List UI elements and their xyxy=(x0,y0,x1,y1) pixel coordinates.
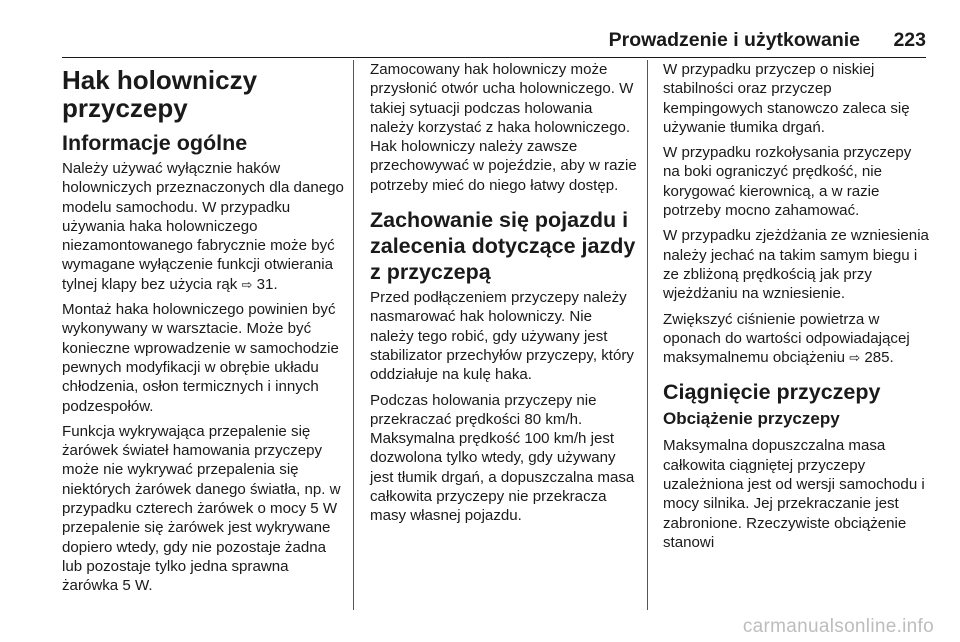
subsection-title: Obciążenie przyczepy xyxy=(663,409,840,429)
page-number: 223 xyxy=(893,29,926,51)
column-3 xyxy=(663,60,931,558)
column-2 xyxy=(370,60,638,532)
paragraph: Przed podłączeniem przyczepy należy nasmarować hak holowniczy. Nie należy tego robić, gdy używany jest stabilizator przechyłów przyczepy, który oddziałuje na kulę haka. xyxy=(370,289,634,384)
section-title: Ciągnięcie przyczepy xyxy=(663,380,881,405)
watermark: carmanualsonline.info xyxy=(742,616,934,637)
paragraph: W przypadku przyczep o niskiej stabilności oraz przyczep kempingowych stanowczo zaleca się używanie tłumika drgań. xyxy=(663,61,910,136)
paragraph: Maksymalna dopuszczalna masa całkowita ciągniętej przyczepy uzależniona jest od wersji samochodu i mocy silnika. Jej przekraczanie jest zabronione. Rzeczywiste obciążenie stanowi xyxy=(663,437,925,551)
column-1 xyxy=(62,60,344,602)
column-divider xyxy=(647,60,648,610)
paragraph: Zamocowany hak holowniczy może przysłonić otwór ucha holowniczego. W takiej sytuacji podczas holowania należy korzystać z haka holowniczego. Hak holowniczy należy zawsze przechowywać w pojeździe, aby w razie potrzeby mieć do niego łatwy dostęp. xyxy=(370,61,637,194)
page-ref-link[interactable]: 285. xyxy=(864,349,894,367)
subsection-title: Zachowanie się pojazdu i zalecenia dotyczące jazdy z przyczepą xyxy=(370,208,636,285)
paragraph: Podczas holowania przyczepy nie przekraczać prędkości 80 km/h. Maksymalna prędkość 100 km/h jest dozwolona tylko wtedy, gdy używany jest tłumik drgań, a dopuszczalna masa całkowita przyczepy nie przekracza masy własnej pojazdu. xyxy=(370,391,635,525)
paragraph: Montaż haka holowniczego powinien być wykonywany w warsztacie. Może być konieczne wprowadzenie w samochodzie pewnych modyfikacji w obrębie układu chłodzenia, osłon termicznych i innych podzespołów. xyxy=(62,301,339,415)
column-divider xyxy=(353,60,354,610)
header-title: Prowadzenie i użytkowanie xyxy=(608,29,860,51)
paragraph: W przypadku zjeżdżania ze wzniesienia należy jechać na takim samym biegu i ze zbliżoną prędkością jak przy wjeżdżaniu na wzniesienie. xyxy=(663,227,929,303)
page-ref-link[interactable]: 31. xyxy=(256,275,278,293)
paragraph: W przypadku rozkołysania przyczepy na boki ograniczyć prędkość, nie korygować kierownicą, a w razie potrzeby mocno zahamować. xyxy=(663,144,912,220)
section-title: Hak holowniczy przyczepy xyxy=(62,65,258,123)
page-header xyxy=(62,27,926,58)
page-ref-icon: ⇨ xyxy=(849,350,861,366)
paragraph: Należy używać wyłącznie haków holowniczych przeznaczonych dla danego modelu samochodu. W przypadku używania haka holowniczego niezamontowanego fabrycznie może być wymagane wyłączenie funkcji otwierania tylnej klapy bez użycia rąk ⇨ 31. xyxy=(62,160,344,293)
subsection-title: Informacje ogólne xyxy=(62,131,248,155)
paragraph: Funkcja wykrywająca przepalenie się żarówek świateł hamowania przyczepy może nie wykrywać przepalenia się niektórych żarówek danego światła, np. w przypadku czterech żarówek o mocy 5 W przepalenie się żarówek jest wykrywane dopiero wtedy, gdy nie pozostaje żadna lub pozostaje tylko jedna sprawna żarówka 5 W. xyxy=(62,422,341,595)
page-ref-icon: ⇨ xyxy=(241,276,253,292)
paragraph: Zwiększyć ciśnienie powietrza w oponach do wartości odpowiadającej maksymalnemu obciążeniu ⇨ 285. xyxy=(663,310,910,367)
